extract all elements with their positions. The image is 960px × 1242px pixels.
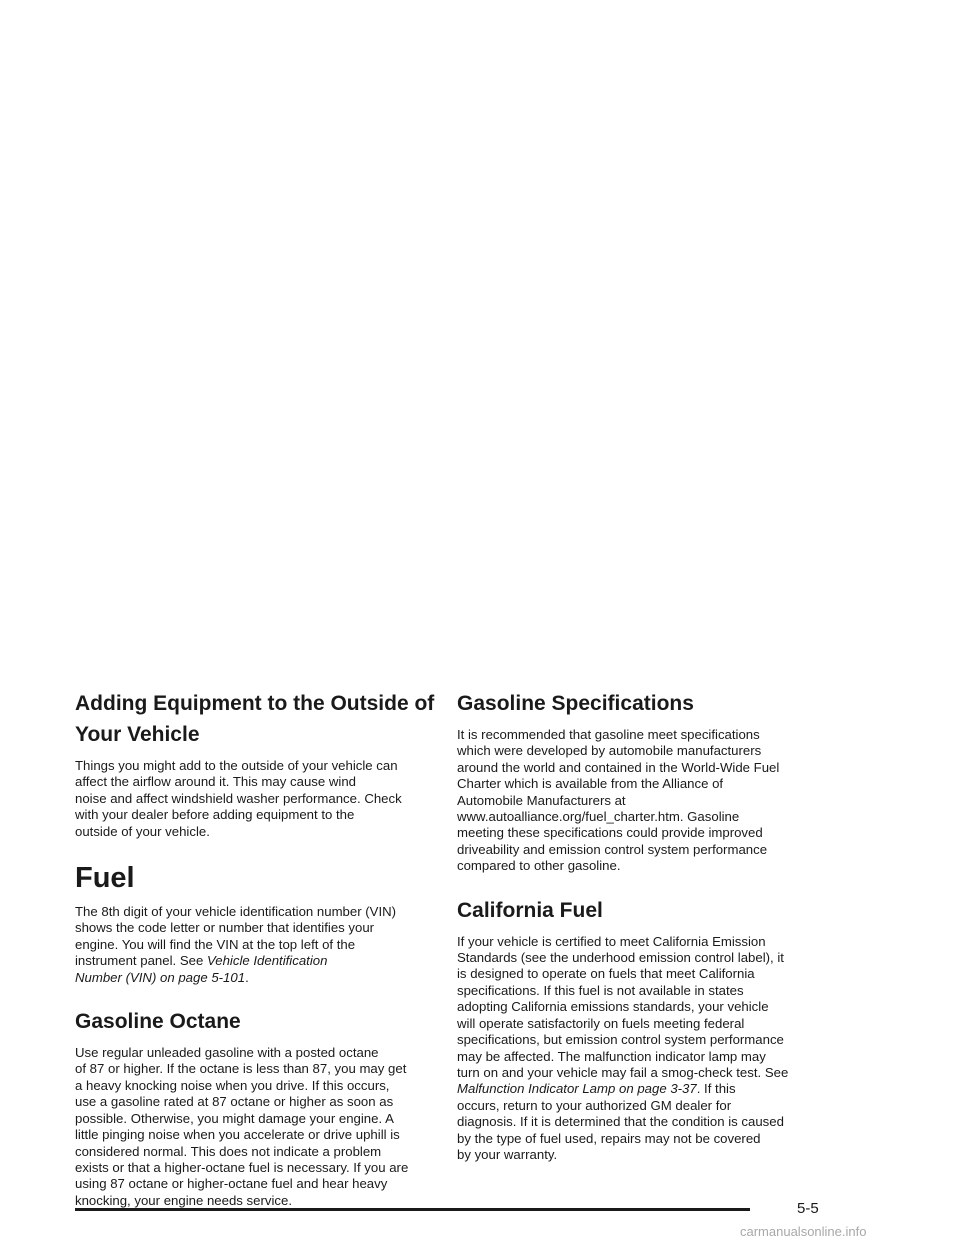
california-fuel-paragraph: If your vehicle is certified to meet California Emission Standards (see the underhood emission control label), it is designed to operate on fuels that meet California specifications. If this fuel is not available in states adopting California emissions standards, your vehicle will operate satisfactorily on fuels meeting federal specifications, but emission control system performance may be affected. The malfunction indicator lamp may turn on and your vehicle may fail a smog-check test. See Malfunction Indicator Lamp on page 3-37. If this occurs, return to your authorized GM dealer for diagnosis. If it is determined that the condition is caused by the type of fuel used, repairs may not be covered by your warranty. <box>457 933 789 1162</box>
specifications-section <box>457 688 819 875</box>
equipment-section <box>75 688 437 840</box>
right-column <box>457 688 819 1163</box>
california-fuel-heading: California Fuel <box>457 898 603 922</box>
vin-page-reference-link[interactable]: Vehicle Identification Number (VIN) on page 5-101 <box>75 953 328 985</box>
california-fuel-section <box>457 895 819 1164</box>
left-column <box>75 688 437 1209</box>
equipment-heading: Adding Equipment to the Outside of Your Vehicle <box>75 692 435 746</box>
octane-paragraph: Use regular unleaded gasoline with a posted octane of 87 or higher. If the octane is less than 87, you may get a heavy knocking noise when you drive. If this occurs, use a gasoline rated at 87 octane or higher as soon as possible. Otherwise, you might damage your engine. A little pinging noise when you accelerate or drive uphill is considered normal. This does not indicate a problem exists or that a higher-octane fuel is necessary. If you are using 87 octane or higher-octane fuel and hear heavy knocking, your engine needs service. <box>75 1045 409 1208</box>
malfunction-lamp-page-reference-link[interactable]: Malfunction Indicator Lamp on page 3-37 <box>457 1081 697 1097</box>
footer-divider <box>75 1208 750 1211</box>
fuel-heading: Fuel <box>75 862 135 895</box>
octane-section <box>75 1006 437 1209</box>
specifications-paragraph: It is recommended that gasoline meet specifications which were developed by automobile manufacturers around the world and contained in the World-Wide Fuel Charter which is available from the Alliance of Automobile Manufacturers at www.autoalliance.org/fuel_charter.htm. Gasoline meeting these specifications could provide improved driveability and emission control system performance compared to other gasoline. <box>457 727 780 874</box>
fuel-paragraph: The 8th digit of your vehicle identification number (VIN) shows the code letter or number that identifies your engine. You will find the VIN at the top left of the instrument panel. See Vehicle Identification Number (VIN) on page 5-101. <box>75 904 397 985</box>
octane-heading: Gasoline Octane <box>75 1010 241 1034</box>
equipment-paragraph: Things you might add to the outside of your vehicle can affect the airflow around it. This may cause wind noise and affect windshield washer performance. Check with your dealer before adding equipment to the outside of your vehicle. <box>75 758 402 839</box>
watermark: carmanualsonline.info <box>740 1224 867 1239</box>
fuel-section <box>75 860 437 986</box>
page-number: 5-5 <box>797 1200 819 1217</box>
specifications-heading: Gasoline Specifications <box>457 692 694 715</box>
